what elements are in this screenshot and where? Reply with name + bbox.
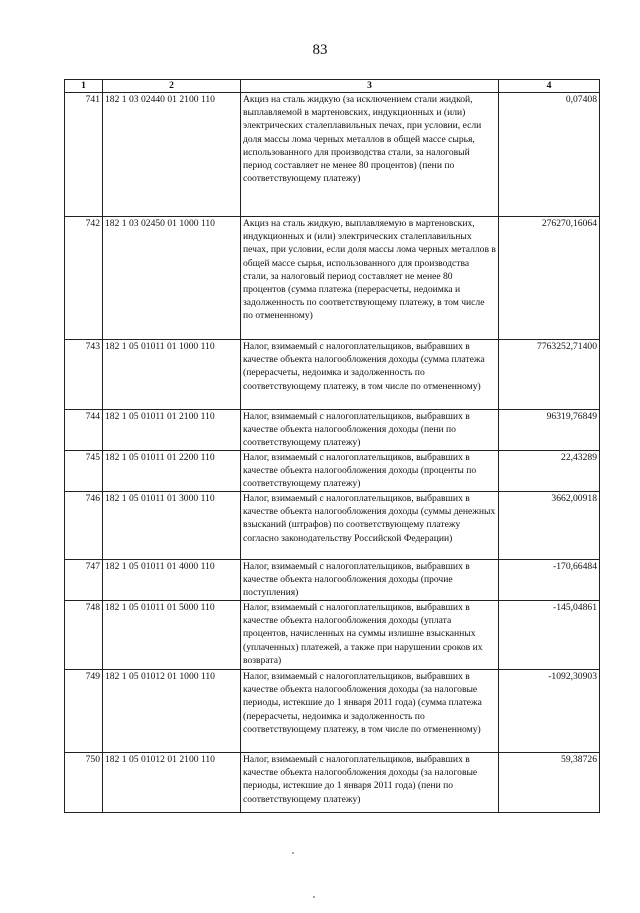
row-description: Налог, взимаемый с налогоплательщиков, выбравших в качестве объекта налогообложения доходы (за налоговые периоды, истекшие до 1 января 2011 года) (пени по соответствующему платежу) (241, 753, 499, 813)
row-amount: -170,66484 (499, 560, 600, 601)
row-number: 746 (65, 492, 103, 560)
row-number: 745 (65, 451, 103, 492)
row-description: Налог, взимаемый с налогоплательщиков, выбравших в качестве объекта налогообложения доходы (уплата процентов, начисленных на суммы излишне взысканных (уплаченных) платежей, а также при нарушении сроков их возврата) (241, 601, 499, 670)
table-row (65, 670, 600, 753)
row-description: Налог, взимаемый с налогоплательщиков, выбравших в качестве объекта налогообложения доходы (проценты по соответствующему платежу) (241, 451, 499, 492)
row-code: 182 1 05 01011 01 3000 110 (103, 492, 241, 560)
row-number: 744 (65, 410, 103, 451)
row-amount: 3662,00918 (499, 492, 600, 560)
row-number: 741 (65, 93, 103, 217)
page-number: 83 (312, 42, 328, 58)
row-amount: 0,07408 (499, 93, 600, 217)
row-amount: 276270,16064 (499, 217, 600, 340)
row-code: 182 1 05 01012 01 2100 110 (103, 753, 241, 813)
table-row (65, 93, 600, 217)
row-code: 182 1 03 02450 01 1000 110 (103, 217, 241, 340)
table-header-row (65, 80, 600, 93)
row-amount: 22,43289 (499, 451, 600, 492)
revenue-table (64, 79, 600, 813)
scan-speck (313, 896, 315, 898)
row-code: 182 1 05 01011 01 2100 110 (103, 410, 241, 451)
row-amount: -1092,30903 (499, 670, 600, 753)
row-code: 182 1 05 01011 01 1000 110 (103, 340, 241, 410)
table-row (65, 410, 600, 451)
table-row (65, 753, 600, 813)
table-row (65, 560, 600, 601)
header-col-4: 4 (499, 80, 600, 93)
row-description: Акциз на сталь жидкую (за исключением стали жидкой, выплавляемой в мартеновских, индукционных и (или) электрических сталеплавильных печах, при условии, если доля массы лома черных металлов в общей массе сырья, использованного для производства стали, за налоговый период составляет не менее 80 процентов) (пени по соответствующему платежу) (241, 93, 499, 217)
row-code: 182 1 05 01011 01 4000 110 (103, 560, 241, 601)
row-amount: 96319,76849 (499, 410, 600, 451)
row-description: Налог, взимаемый с налогоплательщиков, выбравших в качестве объекта налогообложения доходы (за налоговые периоды, истекшие до 1 января 2011 года) (сумма платежа (перерасчеты, недоимка и задолженность по соответствующему платежу, в том числе по отмененному) (241, 670, 499, 753)
row-amount: 7763252,71400 (499, 340, 600, 410)
row-number: 743 (65, 340, 103, 410)
row-number: 750 (65, 753, 103, 813)
table-row (65, 601, 600, 670)
table-row (65, 451, 600, 492)
row-code: 182 1 05 01012 01 1000 110 (103, 670, 241, 753)
row-amount: 59,38726 (499, 753, 600, 813)
row-description: Налог, взимаемый с налогоплательщиков, выбравших в качестве объекта налогообложения доходы (прочие поступления) (241, 560, 499, 601)
table-row (65, 492, 600, 560)
row-description: Налог, взимаемый с налогоплательщиков, выбравших в качестве объекта налогообложения доходы (суммы денежных взысканий (штрафов) по соответствующему платежу согласно законодательству Российской Федерации) (241, 492, 499, 560)
row-number: 748 (65, 601, 103, 670)
table-row (65, 217, 600, 340)
row-description: Налог, взимаемый с налогоплательщиков, выбравших в качестве объекта налогообложения доходы (пени по соответствующему платежу) (241, 410, 499, 451)
header-col-2: 2 (103, 80, 241, 93)
row-code: 182 1 05 01011 01 2200 110 (103, 451, 241, 492)
row-description: Акциз на сталь жидкую, выплавляемую в мартеновских, индукционных и (или) электрических сталеплавильных печах, при условии, если доля массы лома черных металлов в общей массе сырья, использованного для производства стали, за налоговый период составляет не менее 80 процентов (сумма платежа (перерасчеты, недоимка и задолженность по соответствующему платежу, в том числе по отмененному) (241, 217, 499, 340)
row-number: 742 (65, 217, 103, 340)
row-number: 749 (65, 670, 103, 753)
row-code: 182 1 05 01011 01 5000 110 (103, 601, 241, 670)
row-number: 747 (65, 560, 103, 601)
row-code: 182 1 03 02440 01 2100 110 (103, 93, 241, 217)
row-description: Налог, взимаемый с налогоплательщиков, выбравших в качестве объекта налогообложения доходы (сумма платежа (перерасчеты, недоимка и задолженность по соответствующему платежу, в том числе по отмененному) (241, 340, 499, 410)
scan-speck (292, 852, 294, 854)
row-amount: -145,04861 (499, 601, 600, 670)
table-row (65, 340, 600, 410)
header-col-3: 3 (241, 80, 499, 93)
header-col-1: 1 (65, 80, 103, 93)
